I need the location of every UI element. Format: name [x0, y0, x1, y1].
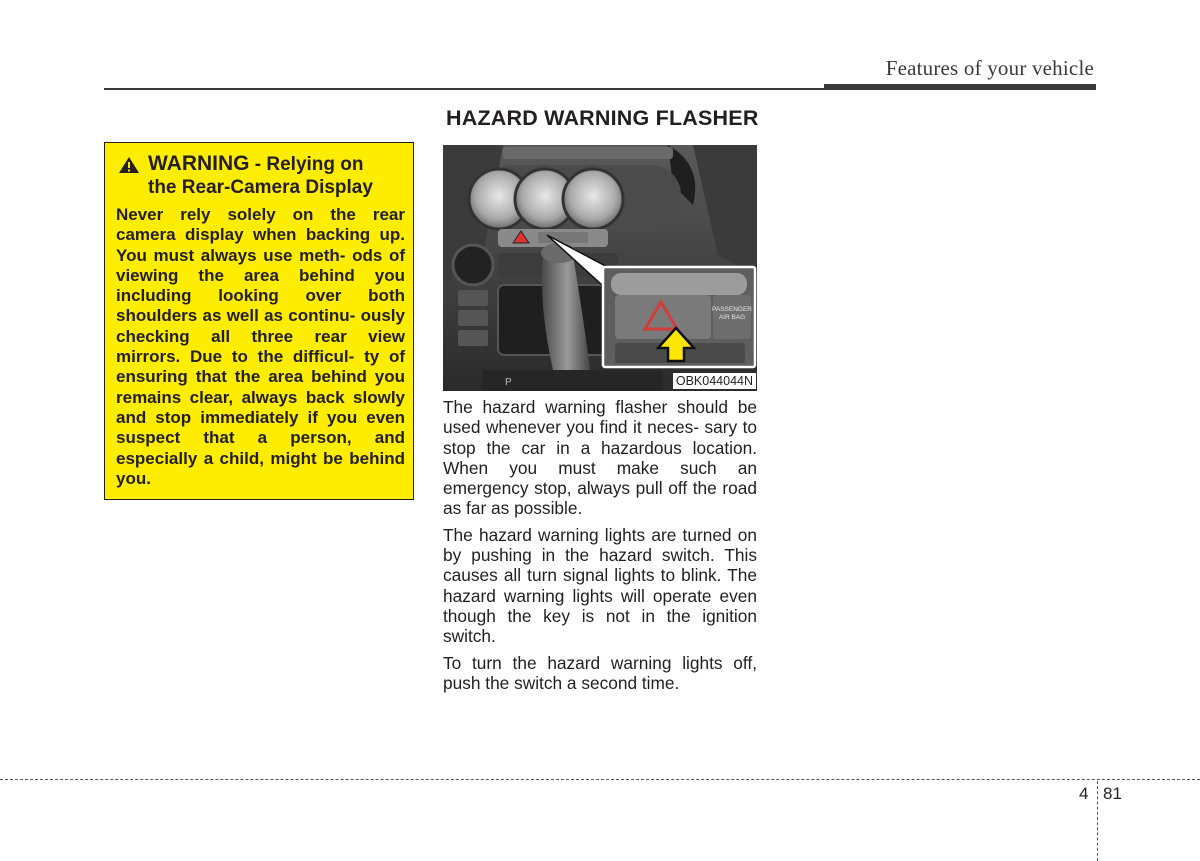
footer-rule: [0, 779, 1200, 780]
warning-title: [116, 153, 405, 199]
hazard-switch-figure: [443, 145, 757, 391]
warning-box: [104, 142, 414, 500]
svg-text:P: P: [505, 377, 512, 388]
paragraph-1: The hazard warning flasher should be used whenever you find it neces- sary to stop the car in a hazardous location. When you must make such an emergency stop, always pull off the road as far as possible.: [443, 397, 757, 519]
paragraph-2: The hazard warning lights are turned on by pushing in the hazard switch. This causes all turn signal lights to blink. The hazard warning lights will operate even though the key is not in the ignition switch.: [443, 524, 757, 647]
warning-title-rest: - Relying on: [249, 154, 364, 175]
paragraph-3: To turn the hazard warning lights off, push the switch a second time.: [443, 652, 757, 693]
header-rule: [104, 88, 824, 90]
header-rule-thick: [824, 84, 1096, 90]
page-header-title: Features of your vehicle: [885, 56, 1094, 80]
footer-vertical-rule: [1097, 781, 1098, 861]
warning-subtitle: the Rear-Camera Display: [148, 177, 373, 198]
hazard-switch-inset: [603, 267, 755, 367]
section-heading: HAZARD WARNING FLASHER: [446, 106, 759, 130]
chapter-number: 4: [1079, 784, 1089, 803]
inset-label-line2: AIR BAG: [718, 314, 746, 321]
warning-triangle-icon: [118, 156, 140, 174]
page-number: 81: [1103, 784, 1122, 803]
inset-label-line1: PASSENGER: [712, 306, 752, 313]
gauge-right: [563, 169, 623, 229]
dashboard-illustration: [443, 145, 757, 391]
warning-word: WARNING: [148, 152, 250, 175]
warning-body: Never rely solely on the rear camera display when backing up. You must always use meth- ods of viewing the area behind you including looking over both shoulders as well as continu- ously checking all three rear view mirrors. Due to the difficul- ty of ensuring that the area behind you remains clear, always back slowly and stop immediately if you even suspect that a person, and especially a child, might be behind you.: [116, 205, 405, 488]
body-column: [443, 397, 757, 699]
figure-code: OBK044044N: [673, 373, 756, 389]
